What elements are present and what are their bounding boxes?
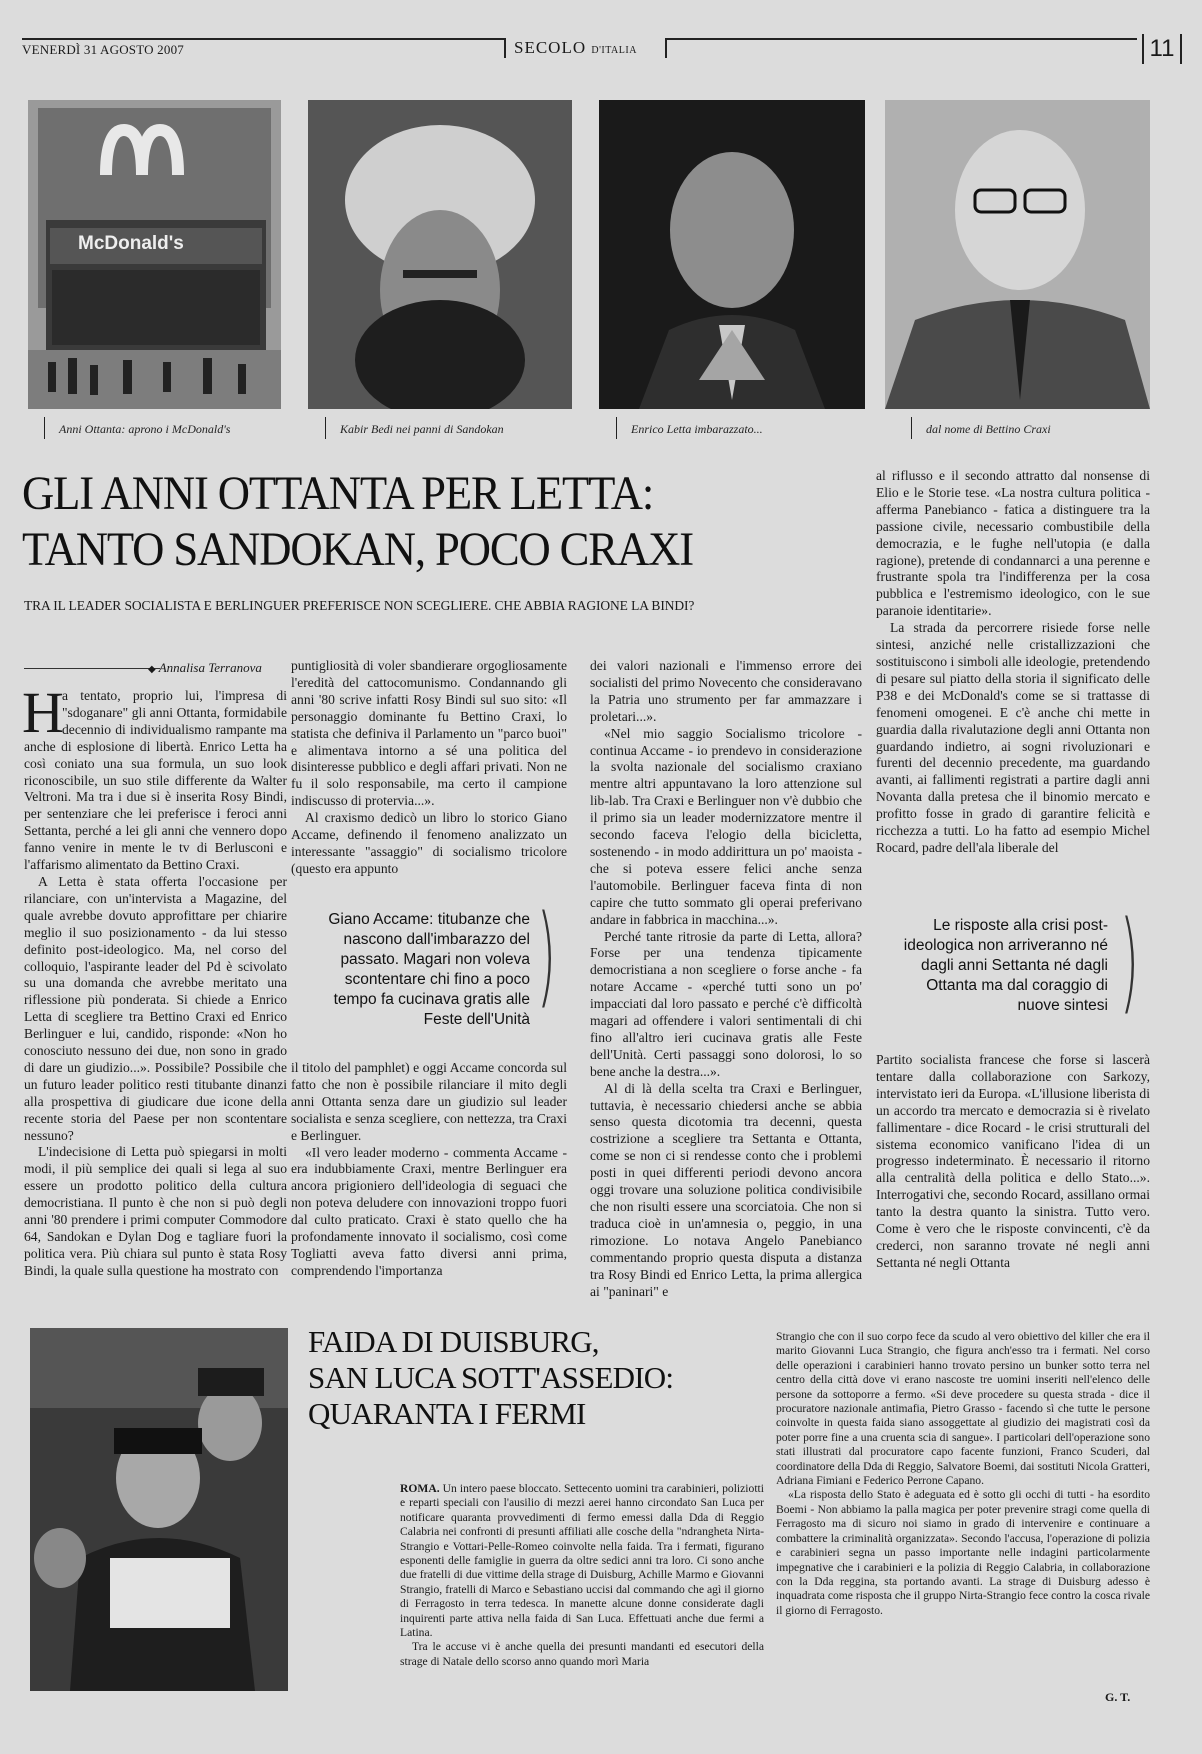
- photo-enrico-letta: [599, 100, 865, 409]
- col4-paragraph-2: La strada da percorrere risiede forse nelle sintesi, anziché nelle cristallizzazioni che sostituiscono i simboli alle ideologie, pretendendo di pesare sul piatto della storia il significato delle P38 e dei McDonald's come se si trattasse di fenomeni omogenei. E c'è anche chi mette in guardia dalla rivalutazione degli anni Ottanta non guardando indietro, ai sogni rivoluzionari e furenti del decennio precedente, ma guardando avanti, ai fallimenti registrati a partire dagli anni Novanta dalla pretesa che il binomio mercato e profitto fosse in grado di garantire felicità e ricchezza a tutti. Lo ha fatto ad esempio Michel Rocard, padre dell'ala liberale del: [876, 620, 1150, 855]
- byline-diamond-icon: ◆: [148, 664, 156, 675]
- col1-paragraph-3: L'indecisione di Letta può spiegarsi in molti modi, il più semplice dei quali si lega al suo essere un prodotto politico della cultura democristiana. Il punto è che non si può degli anni '80 prendere i primi computer Commodore 64, Sandokan e Dylan Dog e tagliare fuori la politica vera. Più chiara sul punto è stata Rosy Bindi, la quale sulla questione ha mostrato con: [24, 1144, 287, 1278]
- mcdonalds-sign: McDonald's: [78, 233, 184, 254]
- main-column-2-top: [291, 658, 567, 878]
- col1-text-1: a tentato, proprio lui, l'impresa di "sdoganare" gli anni Ottanta, formidabile decennio di individualismo rampante ma anche di esplosione di libertà. Enrico Letta ha così coniato una sua formula, un suo look riconoscibile, un suo stile differente da Walter Veltroni. Ma tra i due si è inserita Rosy Bindi, per sentenziare che lei preferisce i feroci anni Settanta, perché a lei gli anni che vennero dopo fanno venire in mente le tv di Berlusconi e l'affarismo alimentato da Bettino Craxi.: [24, 688, 287, 873]
- photo-mcdonalds: [28, 100, 281, 409]
- masthead-tick-left: [504, 38, 506, 58]
- col2-paragraph-2: Al craxismo dedicò un libro lo storico Giano Accame, definendo il fenomeno analizzato un interessante "assaggio" di socialismo tricolore (questo era appunto: [291, 810, 567, 876]
- second-paragraph-1: [400, 1482, 764, 1640]
- main-column-1: [22, 680, 287, 1280]
- byline-rule: [24, 668, 160, 669]
- caption-bettino-craxi: dal nome di Bettino Craxi: [911, 417, 1156, 439]
- main-headline-line-2: TANTO SANDOKAN, POCO CRAXI: [22, 523, 693, 576]
- col1-paragraph-2: A Letta è stata offerta l'occasione per rilanciare, con un'intervista a Magazine, del quale avrebbe dovuto approfittare per chiarire meglio il suo posizionamento - da lui stesso definito post-ideologico. Ma, nel corso del colloquio, l'aspirante leader del Pd è scivolato su una domanda che avrebbe meritato una riflessione più ponderata. Si chiede a Enrico Letta di scegliere tra Bettino Craxi ed Enrico Berlinguer e lui, candido, risponde: «Non ho conosciuto nessuno dei due, non sono in grado di dare un giudizio...». Possibile? Possibile che un futuro leader politico resti titubante dinanzi alla prospettiva di giudicare due icone della recente storia del Paese per non scontentare nessuno?: [24, 873, 287, 1143]
- col4-paragraph-1: al riflusso e il secondo attratto dal nonsense di Elio e le Storie tese. «La nostra cultura politica - afferma Panebianco - fatica a distinguere tra la passione civile, necessario combustibile della democrazia, e le fughe nell'utopia (e dalla ragione), pretende di condannarci a una perenne e frustrante spola tra l'indifferenza per la cosa pubblica e l'estremismo ideologico, con le sue paranoie identitarie».: [876, 468, 1150, 619]
- main-column-4-bottom: [876, 1052, 1150, 1272]
- second-headline: [308, 1324, 758, 1432]
- issue-date: VENERDÌ 31 AGOSTO 2007: [22, 42, 184, 57]
- kabir-bedi-photo-art: [308, 100, 572, 409]
- second-column-2: [776, 1330, 1150, 1618]
- arrest-photo-art: [30, 1328, 288, 1691]
- col3-paragraph-1: dei valori nazionali e l'immenso errore dei socialisti del primo Novecento che consideravano la Patria uno strumento per far ammazzare i proletari...».: [590, 658, 862, 724]
- second-text-1: Un intero paese bloccato. Settecento uomini tra carabinieri, poliziotti e reparti speciali con l'ausilio di mezzi aerei hanno circondato San Luca per notificare quaranta provvedimenti di fermo emessi dalla Dda di Reggio Calabria nei confronti di presunti affiliati alle cosche della "ndrangheta Nirta-Strangio e Vottari-Pelle-Romeo coinvolte nella faida. Tra i fermati, figurano esponenti delle famiglie in guerra da oltre sedici anni tra loro. Ci sono anche due fratelli di due vittime della strage di Duisburg, Achille Marmo e Giovanni Strangio, fratelli di Marco e Sebastiano uccisi dal commando che agì il giorno di Ferragosto in terra tedesca. In manette alcune donne considerate dagli inquirenti parte attiva nella faida di San Luca. Effettuati anche due fermi a Latina.: [400, 1482, 764, 1640]
- page-number: 11: [1142, 34, 1182, 64]
- main-column-3: [590, 658, 862, 1300]
- main-column-4-top: [876, 468, 1150, 857]
- main-column-2-bottom: [291, 1060, 567, 1280]
- masthead-rule-top: [22, 38, 505, 40]
- main-headline-line-1: GLI ANNI OTTANTA PER LETTA:: [22, 467, 654, 520]
- main-headline: [22, 466, 813, 578]
- masthead-rule-right: [667, 38, 1137, 40]
- pull-quote-accame-bracket: ): [536, 891, 557, 1019]
- paper-name-suffix: D'ITALIA: [591, 45, 637, 56]
- caption-mcdonalds: Anni Ottanta: aprono i McDonald's: [44, 417, 289, 439]
- photo-kabir-bedi: [308, 100, 572, 409]
- caption-enrico-letta: Enrico Letta imbarazzato...: [616, 417, 861, 439]
- second-headline-line-2: SAN LUCA SOTT'ASSEDIO:: [308, 1360, 674, 1395]
- pull-quote-sintesi-bracket: ): [1119, 897, 1140, 1025]
- col2-paragraph-3: il titolo del pamphlet) e oggi Accame concorda sul fatto che non è possibile rilanciare il mito degli anni Ottanta senza dare un giudizio sul leader socialista e senza scegliere, con nettezza, tra Craxi e Berlinguer.: [291, 1060, 567, 1143]
- col3-paragraph-2: «Nel mio saggio Socialismo tricolore - continua Accame - io prendevo in considerazione la svolta nazionale del socialismo craxiano mentre altri appuntavano la loro attenzione sul lib-lab. Tra Craxi e Berlinguer non v'è dubbio che il primo sia un leader modernizzatore mentre il secondo faceva l'elogio della bicicletta, sostenendo - in modo addirittura un po' maoista - che si poteva essere felici anche senza l'automobile. Berlinguer faceva finta di non capire che tutto sommato gli operai preferivano andare in fabbrica in macchina...».: [590, 725, 862, 927]
- col3-paragraph-4: Al di là della scelta tra Craxi e Berlinguer, tuttavia, è necessario chiedersi anche se abbia senso questa dicotomia tra decenni, questa costrizione a scegliere tra Settanta e Ottanta, come se non ci si rendesse conto che i problemi posti in quei differenti periodi devono ancora oggi trovare una soluzione politica condivisibile che non risulti essere una scorciatoia. Che non si traduca cioè in un'amnesia o, peggio, in una rimozione. Lo notava Angelo Panebianco commentando proprio questa disputa a distanza tra Rosy Bindi ed Enrico Letta, la prima allergica ai "paninari" e: [590, 1080, 862, 1299]
- masthead-tick-right: [665, 38, 667, 58]
- masthead: [22, 30, 1182, 70]
- pull-quote-accame: Giano Accame: titubanze che nascono dall'imbarazzo del passato. Magari non voleva scontentare chi fino a poco tempo fa cucinava gratis alle Feste dell'Unità: [328, 911, 530, 1028]
- enrico-letta-photo-art: [599, 100, 865, 409]
- col2-paragraph-1: puntigliosità di voler sbandierare orgogliosamente l'eredità del cattocomunismo. Condannando gli anni '80 scrive infatti Rosy Bindi sul suo sito: «Il personaggio dominante fu Bettino Craxi, lo statista che definiva il Parlamento un "parco buoi" e alimentava intorno a sé una politica del disinteresse pubblico e degli affari privati. Non ne fu il solo responsabile, ma certo il campione indiscusso di protervia...».: [291, 658, 567, 809]
- bettino-craxi-photo-art: [885, 100, 1150, 409]
- col3-paragraph-3: Perché tante ritrosie da parte di Letta, allora? Forse per una tendenza tipicamente democristiana a non scegliere o forse anche - fa notare Accame - «perché tutti sono un po' impacciati dal loro passato e perché c'è difficoltà magari ad offendere i valori sentimentali di chi fino all'altro ieri cucinava gratis alle Feste dell'Unità. Certi passaggi sono dolorosi, lo so bene anche la destra...».: [590, 928, 862, 1079]
- byline-author: Annalisa Terranova: [158, 660, 262, 675]
- second-paragraph-2: Tra le accuse vi è anche quella dei presunti mandanti ed esecutori della strage di Natale dello scorso anno quando morì Maria: [400, 1640, 764, 1668]
- col4-paragraph-3: Partito socialista francese che forse si lascerà tentare dalla collaborazione con Sarkozy, intervistato ieri da Europa. «L'illusione liberista di un accordo tra mercato e democrazia si è rivelato fallimentare - dice Rocard - le crisi strutturali del sistema economico vanificano l'idea di un progresso indeterminato. È necessario il ritorno alla centralità della politica e dello Stato...». Interrogativi che, secondo Rocard, assillano ormai tanto la destra quanto la sinistra. Tutto vero. Come è vero che le risposte convincenti, c'è da crederci, non saranno trovate né negli anni Settanta né negli Ottanta: [876, 1052, 1150, 1270]
- second-paragraph-3: Strangio che con il suo corpo fece da scudo al vero obiettivo del killer che era il marito Giovanni Luca Strangio, che figura anch'esso tra i fermati. Nel corso delle operazioni i carabinieri hanno trovato persino un bunker sotto terra nel centro della città dove vi erano nascoste tre uomini inseriti nell'elenco delle persone da sottoporre a fermo. «Si deve procedere su questa strada - dice il procuratore nazionale antimafia, Pietro Grasso - facendo sì che tutte le persone coinvolte in questa faida siano assoggettate al giudizio dei magistrati così da poter porre fine a una cruenta scia di sangue». I particolari dell'operazione sono stati illustrati dal procuratore capo facente funzioni, Franco Scuderi, dal coordinatore della Dda di Reggio, Salvatore Boemi, dai sostituti Nicola Gratteri, Adriana Fimiani e Federico Perrone Capano.: [776, 1330, 1150, 1488]
- drop-cap: H: [22, 680, 64, 745]
- pull-quote-sintesi: Le risposte alla crisi post-ideologica non arriveranno né dagli anni Settanta né dagli Ottanta ma dal coraggio di nuove sintesi: [903, 917, 1108, 1014]
- second-paragraph-4: «La risposta dello Stato è adeguata ed è sotto gli occhi di tutti - ha esordito Boemi - Non abbiamo la palla magica per poter prevenire stragi come quella di Ferragosto ma di sicuro noi siamo in grado di intervenire e continuare a combattere la criminalità organizzata». Secondo l'accusa, l'operazione di polizia e carabinieri segna un passo importante nelle indagini particolarmente impegnative che i carabinieri e la polizia di Reggio Calabria, in collaborazione con la Dda reggina, sta portando avanti. La strage di Duisburg adesso è inquadrata come risposta che il gruppo Nirta-Strangio fece contro la cosca rivale il giorno di Ferragosto.: [776, 1488, 1150, 1617]
- dateline: ROMA.: [400, 1482, 440, 1495]
- second-headline-line-1: FAIDA DI DUISBURG,: [308, 1324, 599, 1359]
- col2-paragraph-4: «Il vero leader moderno - commenta Accame - era indubbiamente Craxi, mentre Berlinguer era ancora prigioniero dell'ideologia di seguaci che non poteva deludere con innovazioni troppo fuori dal culto praticato. Craxi è stato quello che ha profondamente innovato il socialismo, così come Togliatti aveva fatto diversi anni prima, comprendendo l'importanza: [291, 1144, 567, 1278]
- paper-name-main: SECOLO: [514, 38, 587, 57]
- second-headline-line-3: QUARANTA I FERMI: [308, 1396, 586, 1431]
- photo-bettino-craxi: [885, 100, 1150, 409]
- second-signature: G. T.: [1105, 1690, 1131, 1704]
- second-column-1: [400, 1482, 764, 1669]
- byline: [148, 660, 262, 676]
- main-subheadline: TRA IL LEADER SOCIALISTA E BERLINGUER PREFERISCE NON SCEGLIERE. CHE ABBIA RAGIONE LA BINDI?: [24, 598, 695, 613]
- caption-kabir-bedi: Kabir Bedi nei panni di Sandokan: [325, 417, 570, 439]
- paper-name: [514, 38, 637, 58]
- photo-arrest: [30, 1328, 288, 1691]
